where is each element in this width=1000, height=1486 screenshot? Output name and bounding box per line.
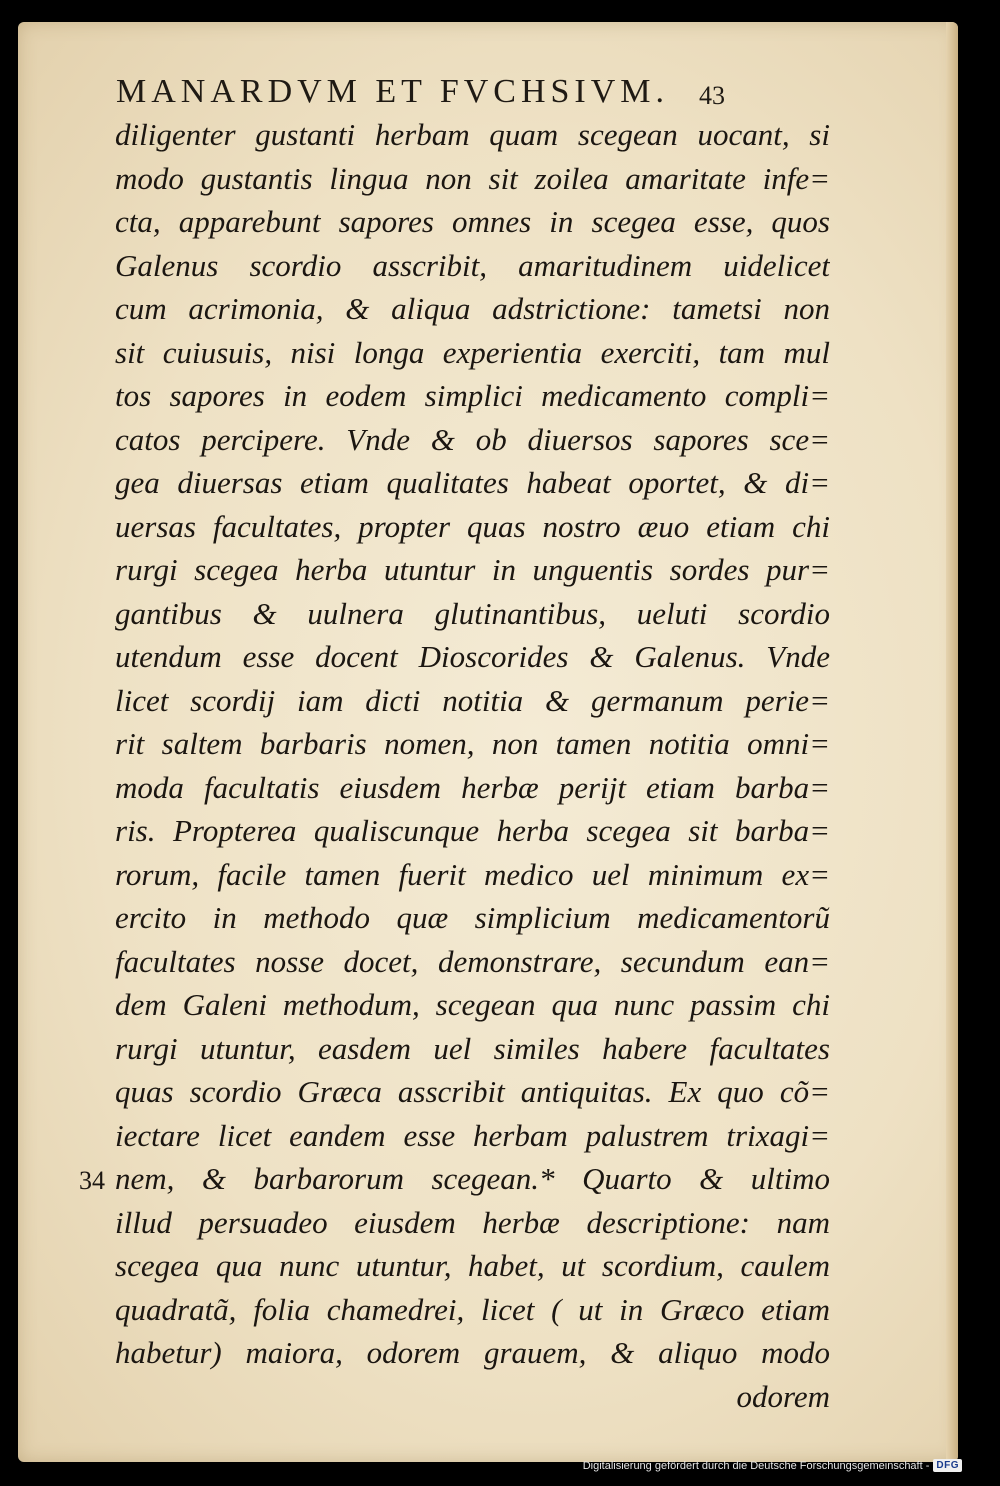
text-line: scegea qua nunc utuntur, habet, ut scordium, caulem	[115, 1248, 830, 1283]
running-head	[116, 62, 816, 122]
text-line: tos sapores in eodem simplici medicamento compli=	[115, 378, 830, 413]
text-line: cta, apparebunt sapores omnes in scegea esse, quos	[115, 204, 830, 239]
text-line: catos percipere. Vnde & ob diuersos sapores sce=	[115, 421, 830, 457]
running-title: MANARDVM ET FVCHSIVM.	[116, 73, 670, 110]
text-line: cum acrimonia, & aliqua adstrictione: tametsi non	[115, 291, 830, 326]
text-line: rorum, facile tamen fuerit medico uel minimum ex=	[115, 856, 830, 892]
dfg-logo-icon: DFG	[933, 1459, 962, 1472]
text-line: rurgi utuntur, easdem uel similes habere facultates	[115, 1030, 830, 1066]
credit-text: Digitalisierung gefördert durch die Deutsche Forschungsgemeinschaft -	[582, 1459, 930, 1472]
text-line: modo gustantis lingua non sit zoilea amaritate infe=	[115, 160, 830, 196]
text-line: 34 nem, & barbarorum scegean.* Quarto & ultimo	[70, 1161, 830, 1205]
text-line: sit cuiusuis, nisi longa experientia exerciti, tam mul	[115, 334, 830, 370]
text-body	[70, 117, 830, 1422]
text-line: gea diuersas etiam qualitates habeat oportet, & di=	[115, 465, 830, 500]
text-line: facultates nosse docet, demonstrare, secundum ean=	[115, 943, 830, 979]
text-line: utendum esse docent Dioscorides & Galenus. Vnde	[115, 639, 830, 674]
text-line: licet scordij iam dicti notitia & germanum perie=	[115, 682, 830, 718]
text-line: habetur) maiora, odorem grauem, & aliquo modo	[115, 1335, 830, 1370]
digitization-credit	[583, 1459, 962, 1472]
book-page	[18, 22, 958, 1462]
text-line: uersas facultates, propter quas nostro æuo etiam chi	[115, 508, 830, 544]
text-line: illud persuadeo eiusdem herbæ descriptione: nam	[115, 1204, 830, 1240]
text-line: iectare licet eandem esse herbam palustrem trixagi=	[115, 1117, 830, 1153]
text-line: quadratã, folia chamedrei, licet ( ut in Græco etiam	[115, 1291, 830, 1327]
text-line: Galenus scordio asscribit, amaritudinem uidelicet	[115, 247, 830, 283]
text-line: dem Galeni methodum, scegean qua nunc passim chi	[115, 987, 830, 1022]
text-line: rurgi scegea herba utuntur in unguentis sordes pur=	[115, 552, 830, 587]
text-line: gantibus & uulnera glutinantibus, ueluti scordio	[115, 595, 830, 631]
text-line: diligenter gustanti herbam quam scegean uocant, si	[115, 117, 830, 152]
page-number: 43	[699, 81, 726, 110]
text-line: quas scordio Græca asscribit antiquitas. Ex quo cõ=	[115, 1074, 830, 1109]
margin-note: 34	[79, 1166, 105, 1195]
text-line: ercito in methodo quæ simplicium medicamentorũ	[115, 900, 830, 935]
page-edge	[946, 22, 958, 1462]
catchword: odorem	[736, 1378, 830, 1414]
text-line: moda facultatis eiusdem herbæ perijt etiam barba=	[115, 769, 830, 805]
text-line: ris. Propterea qualiscunque herba scegea sit barba=	[115, 813, 830, 848]
text-line: rit saltem barbaris nomen, non tamen notitia omni=	[115, 726, 830, 761]
